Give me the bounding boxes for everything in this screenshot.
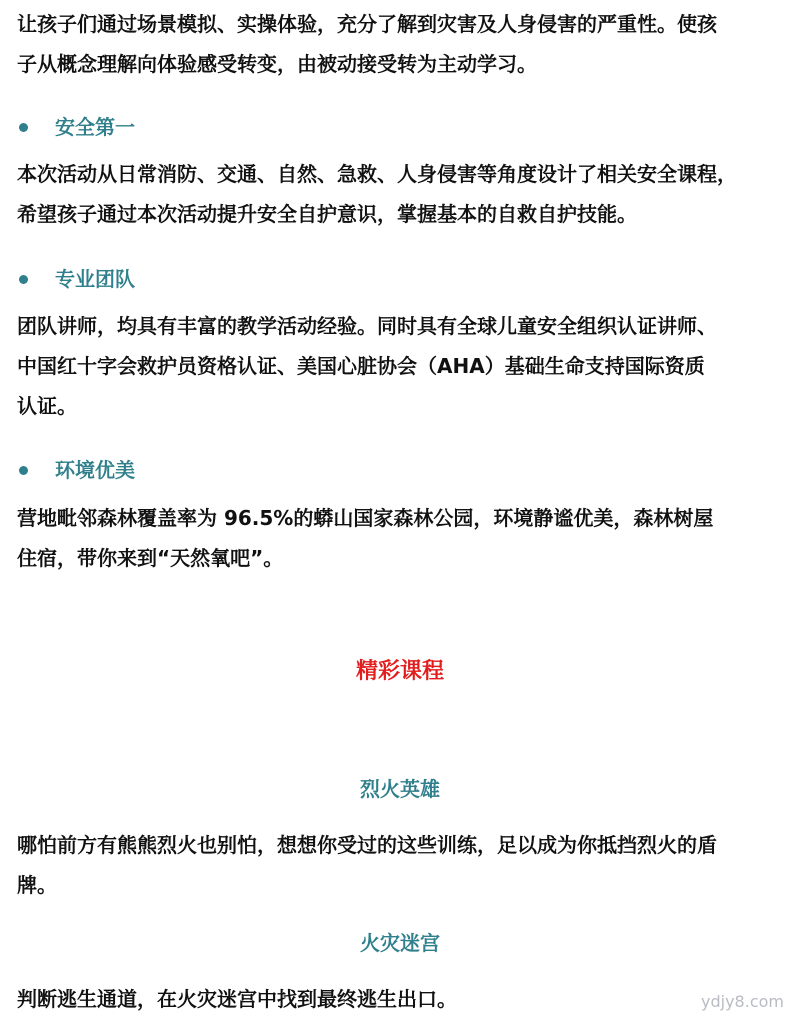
course-line: 牌。 bbox=[17, 873, 57, 897]
watermark-text: ydjy8.com bbox=[701, 992, 784, 1011]
feature-block-team bbox=[17, 259, 787, 299]
feature-line: 希望孩子通过本次活动提升安全自护意识，掌握基本的自救自护技能。 bbox=[17, 202, 637, 226]
course-title: 火灾迷宫 bbox=[360, 931, 440, 955]
feature-paragraph-environment bbox=[17, 498, 787, 578]
course-line: 判断逃生通道，在火灾迷宫中找到最终逃生出口。 bbox=[17, 987, 457, 1011]
feature-line: 认证。 bbox=[17, 394, 77, 418]
course-title-block bbox=[0, 769, 800, 809]
feature-paragraph-safety bbox=[17, 154, 787, 234]
course-description bbox=[17, 825, 787, 905]
intro-line: 子从概念理解向体验感受转变，由被动接受转为主动学习。 bbox=[17, 52, 537, 76]
feature-line: 本次活动从日常消防、交通、自然、急救、人身侵害等角度设计了相关安全课程， bbox=[17, 162, 737, 186]
feature-paragraph-team bbox=[17, 306, 787, 426]
section-title: 精彩课程 bbox=[355, 659, 444, 684]
feature-block-safety bbox=[17, 107, 787, 147]
courses-section bbox=[0, 652, 800, 692]
bullet-dot-icon bbox=[19, 466, 28, 475]
course-title-block bbox=[0, 923, 800, 963]
feature-line: 中国红十字会救护员资格认证、美国心脏协会（AHA）基础生命支持国际资质 bbox=[17, 354, 705, 378]
bullet-dot-icon bbox=[19, 123, 28, 132]
feature-line: 营地毗邻森林覆盖率为 96.5%的蟒山国家森林公园，环境静谧优美，森林树屋 bbox=[17, 506, 714, 530]
feature-heading bbox=[17, 450, 787, 490]
course-line: 哪怕前方有熊熊烈火也别怕，想想你受过的这些训练，足以成为你抵挡烈火的盾 bbox=[17, 833, 717, 857]
intro-line: 让孩子们通过场景模拟、实操体验，充分了解到灾害及人身侵害的严重性。使孩 bbox=[17, 12, 717, 36]
feature-block-environment bbox=[17, 450, 787, 490]
feature-heading bbox=[17, 107, 787, 147]
feature-heading-text: 环境优美 bbox=[55, 458, 135, 482]
course-description bbox=[17, 979, 787, 1019]
bullet-dot-icon bbox=[19, 275, 28, 284]
intro-paragraph bbox=[17, 4, 787, 84]
feature-line: 团队讲师，均具有丰富的教学活动经验。同时具有全球儿童安全组织认证讲师、 bbox=[17, 314, 717, 338]
feature-heading-text: 专业团队 bbox=[55, 267, 135, 291]
feature-heading-text: 安全第一 bbox=[55, 115, 135, 139]
feature-line: 住宿，带你来到“天然氧吧”。 bbox=[17, 546, 284, 570]
feature-heading bbox=[17, 259, 787, 299]
course-title: 烈火英雄 bbox=[360, 777, 440, 801]
